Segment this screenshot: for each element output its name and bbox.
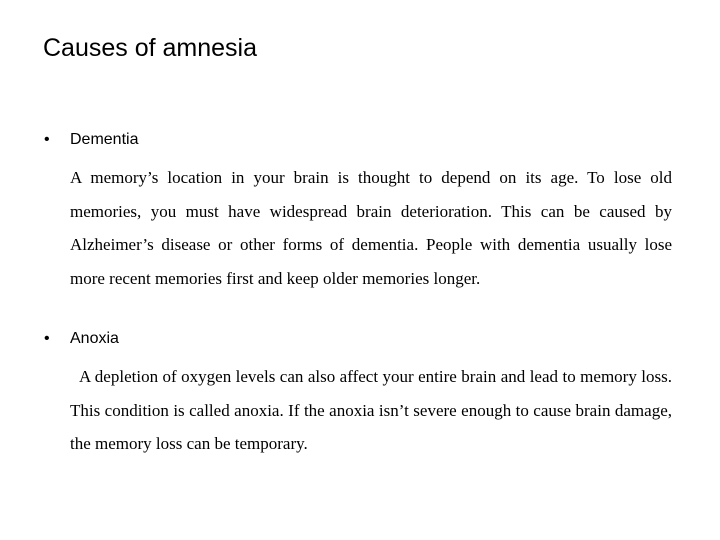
section-text-dementia: A memory’s location in your brain is thought to depend on its age. To lose old memories, you must have widespread brain deterioration. This can be caused by Alzheimer’s disease or other forms of dementia. People with dementia usually lose more recent memories first and keep older memories longer. — [70, 168, 672, 288]
section-text-anoxia: A depletion of oxygen levels can also affect your entire brain and lead to memory loss. This condition is called anoxia. If the anoxia isn’t severe enough to cause brain damage, the memory loss can be temporary. — [70, 367, 672, 453]
slide-title: Causes of amnesia — [43, 34, 258, 62]
section-heading-anoxia: Anoxia — [70, 330, 119, 347]
section-heading-dementia: Dementia — [70, 131, 139, 148]
bullet-icon: • — [44, 330, 50, 347]
bullet-icon: • — [44, 131, 50, 148]
